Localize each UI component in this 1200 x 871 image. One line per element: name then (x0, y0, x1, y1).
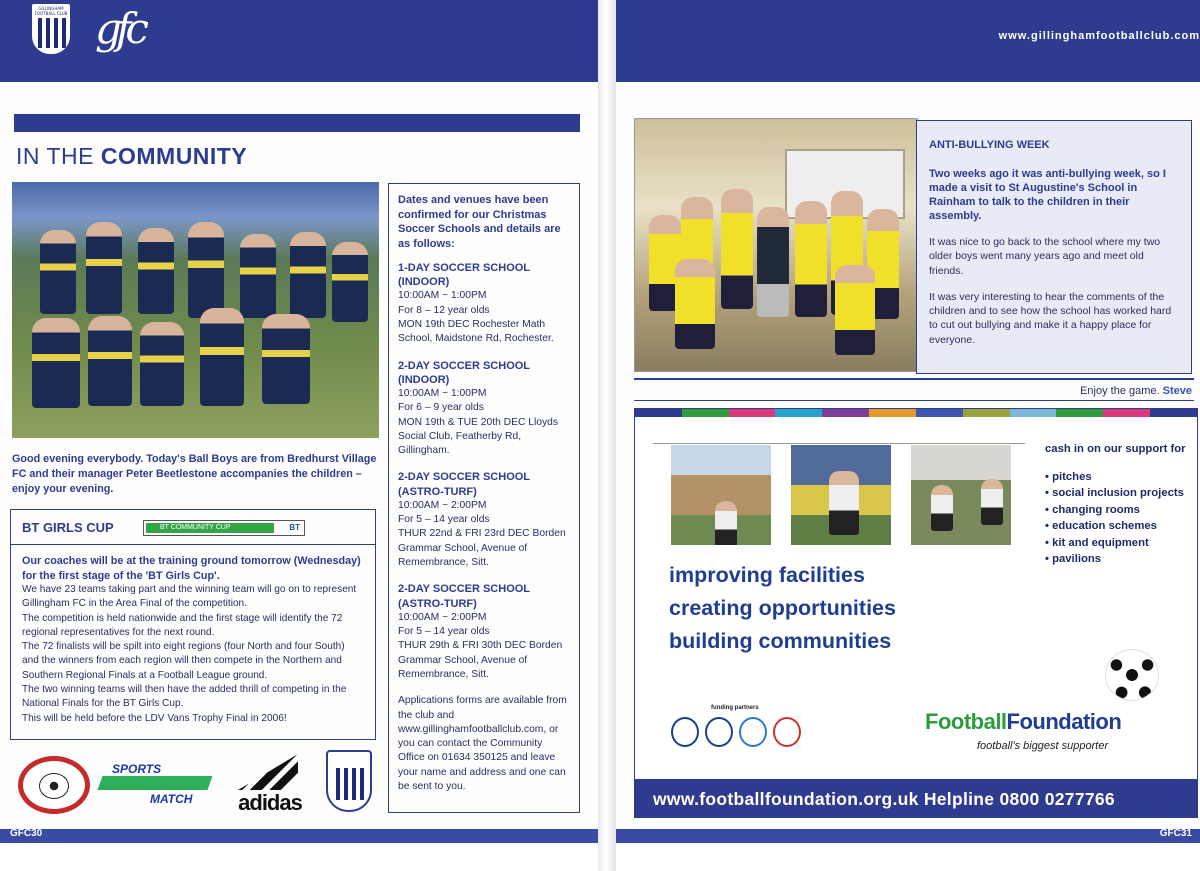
soccer-schools-intro: Dates and venues have been confirmed for our Christmas Soccer Schools and details are as follows: (398, 194, 561, 250)
title-bar (14, 114, 580, 132)
soccer-school-heading: 1-DAY SOCCER SCHOOL (INDOOR) (398, 262, 530, 289)
wordmark-part-a: Football (925, 709, 1007, 734)
soccer-school-heading: 2-DAY SOCCER SCHOOL (ASTRO-TURF) (398, 471, 530, 498)
soccer-school-venue: MON 19th DEC Rochester Math School, Maidstone Rd, Rochester. (398, 319, 554, 345)
football-foundation-ad (634, 408, 1198, 818)
fa-crest-logo (705, 717, 733, 747)
goalkeeper-photo (791, 445, 891, 545)
soccer-school-venue: THUR 22nd & FRI 23rd DEC Borden Grammar School, Avenue of Remembrance, Sitt. (398, 528, 566, 569)
ball-boys-photo (12, 182, 379, 438)
color-strip-segment (1103, 409, 1150, 417)
gfc-monogram: gfc (95, 4, 143, 53)
premier-league-logo (671, 717, 699, 747)
club-crest-small-icon (326, 750, 372, 812)
football-foundation-wordmark (925, 709, 1121, 735)
bt-box-header (11, 510, 375, 545)
color-strip-segment (869, 409, 916, 417)
left-footer-bar (0, 829, 606, 843)
color-strip-segment (822, 409, 869, 417)
crest-text: GILLINGHAM FOOTBALL CLUB (34, 6, 68, 16)
funding-partners (671, 705, 811, 755)
title-bold: COMMUNITY (100, 143, 248, 169)
government-logo (739, 717, 767, 747)
anti-bullying-lead: Two weeks ago it was anti-bullying week, so I made a visit to St Augustine's School in Rainham to talk to the children in their assembly. (929, 168, 1166, 222)
support-item: • education schemes (1045, 520, 1195, 534)
bt-logo-mark: BT (289, 523, 300, 532)
right-footer-bar (606, 829, 1200, 843)
anti-bullying-paragraph: It was nice to go back to the school where my two older boys went many years ago and meet old friends. (929, 236, 1161, 277)
support-item: • pitches (1045, 471, 1195, 485)
bt-paragraph: The 72 finalists will be spilt into eight regions (four North and four South) and the winners from each region will then compete in the Northern and Southern Regional Finals at a Football League ground. (22, 641, 345, 681)
support-item: • pavilions (1045, 553, 1195, 567)
color-strip (635, 409, 1197, 417)
bt-paragraph: We have 23 teams taking part and the winning team will go on to represent Gillingham FC in the Area Final of the competition. (22, 584, 357, 610)
club-crest-icon (30, 2, 72, 56)
football-in-the-community-logo (18, 756, 90, 814)
color-strip-segment (1150, 409, 1197, 417)
adidas-logo (224, 754, 314, 814)
soccer-school-time: 10:00AM ~ 2:00PM (398, 499, 487, 511)
soccer-school-time: 10:00AM ~ 1:00PM (398, 290, 487, 302)
support-item: • social inclusion projects (1045, 487, 1195, 501)
left-header-bar (0, 0, 606, 82)
color-strip-segment (729, 409, 776, 417)
application-info: Applications forms are available from the club and www.gillinghamfootballclub.com, or you can contact the Community Office on 01634 350125 and leave your name and address and one can be sent to you. (398, 695, 567, 793)
bt-logo-text: BT COMMUNITY CUP (146, 523, 274, 533)
slogan-line: building communities (669, 629, 892, 653)
right-page (606, 0, 1200, 871)
soccer-school-heading: 2-DAY SOCCER SCHOOL (INDOOR) (398, 359, 530, 386)
support-list (1045, 443, 1195, 570)
bt-box-heading: BT GIRLS CUP (22, 520, 114, 535)
soccer-school-ages: For 8 – 12 year olds (398, 304, 490, 316)
bt-paragraph: The two winning teams will then have the added thrill of competing in the National Finals for the BT Girls Cup. (22, 684, 347, 710)
ad-slogan (669, 559, 896, 658)
signoff (1080, 385, 1192, 397)
signoff-name: Steve (1162, 385, 1192, 397)
soccer-school-venue: MON 19th & TUE 20th DEC Lloyds Social Club, Featherby Rd, Gillingham. (398, 416, 559, 457)
sportsmatch-bottom: MATCH (150, 792, 193, 806)
anti-bullying-panel (916, 120, 1192, 374)
sport-england-logo (773, 717, 801, 747)
right-header-bar (606, 0, 1200, 82)
soccer-school-entry (398, 582, 570, 682)
support-item: • changing rooms (1045, 504, 1195, 518)
soccer-schools-box (388, 183, 580, 813)
funding-partners-label: funding partners (711, 705, 759, 711)
slogan-line: improving facilities (669, 563, 865, 587)
page-number-right: GFC31 (1159, 828, 1192, 839)
color-strip-segment (1056, 409, 1103, 417)
anti-bullying-paragraph: It was very interesting to hear the comments of the children and to see how the school has worked hard to cut out bullying and make it a happy place for everyone. (929, 290, 1172, 346)
page-number-left: GFC30 (10, 828, 43, 839)
color-strip-segment (635, 409, 682, 417)
soccer-school-time: 10:00AM ~ 1:00PM (398, 388, 487, 399)
soccer-school-entry (398, 261, 570, 347)
training-photo (911, 445, 1011, 545)
page-title (16, 143, 247, 170)
bt-girls-cup-box (10, 509, 376, 740)
divider (634, 378, 1194, 380)
foundation-tagline: football's biggest supporter (977, 740, 1109, 752)
soccer-school-heading: 2-DAY SOCCER SCHOOL (ASTRO-TURF) (398, 583, 530, 610)
club-website[interactable]: www.gillinghamfootballclub.com (998, 30, 1200, 42)
support-title: cash in on our support for (1045, 443, 1186, 455)
slogan-line: creating opportunities (669, 596, 896, 620)
adidas-wordmark: adidas (238, 790, 302, 815)
color-strip-segment (963, 409, 1010, 417)
sponsor-logos (14, 748, 384, 816)
bt-paragraph: The competition is held nationwide and the first stage will identify the 72 regional representatives for the next round. (22, 612, 343, 638)
signoff-text: Enjoy the game. (1080, 385, 1160, 397)
divider (634, 400, 1194, 401)
bt-community-cup-logo (143, 520, 305, 536)
soccer-school-ages: For 5 – 14 year olds (398, 514, 490, 526)
anti-bullying-heading: ANTI-BULLYING WEEK (929, 139, 1050, 151)
bt-box-lead: Our coaches will be at the training ground tomorrow (Wednesday) for the first stage of the 'BT Girls Cup'. (22, 555, 361, 582)
color-strip-segment (916, 409, 963, 417)
color-strip-segment (775, 409, 822, 417)
color-strip-segment (682, 409, 729, 417)
soccer-school-ages: For 5 – 14 year olds (398, 626, 490, 638)
color-strip-segment (1010, 409, 1057, 417)
soccer-school-entry (398, 359, 570, 459)
sportsmatch-logo (100, 762, 214, 806)
ad-footer-contact[interactable]: www.footballfoundation.org.uk Helpline 0800 0277766 (635, 779, 1197, 818)
pavilion-photo (671, 445, 771, 545)
photo-caption: Good evening everybody. Today's Ball Boys are from Bredhurst Village FC and their manager Peter Beetlestone accompanies the children – enjoy your evening. (12, 453, 377, 495)
soccer-school-entry (398, 470, 570, 570)
soccer-school-venue: THUR 29th & FRI 30th DEC Borden Grammar School, Avenue of Remembrance, Sitt. (398, 640, 563, 680)
sportsmatch-top: SPORTS (112, 762, 162, 776)
soccer-school-time: 10:00AM ~ 2:00PM (398, 611, 487, 623)
bt-paragraph: This will be held before the LDV Vans Trophy Final in 2006! (22, 712, 287, 724)
support-item: • kit and equipment (1045, 537, 1195, 551)
title-light: IN THE (16, 143, 101, 169)
school-visit-photo (634, 118, 918, 372)
bt-box-body (11, 545, 375, 735)
football-icon (1105, 649, 1159, 701)
wordmark-part-b: Foundation (1006, 709, 1122, 734)
page-gutter (598, 0, 616, 871)
soccer-school-ages: For 6 – 9 year olds (398, 402, 484, 414)
